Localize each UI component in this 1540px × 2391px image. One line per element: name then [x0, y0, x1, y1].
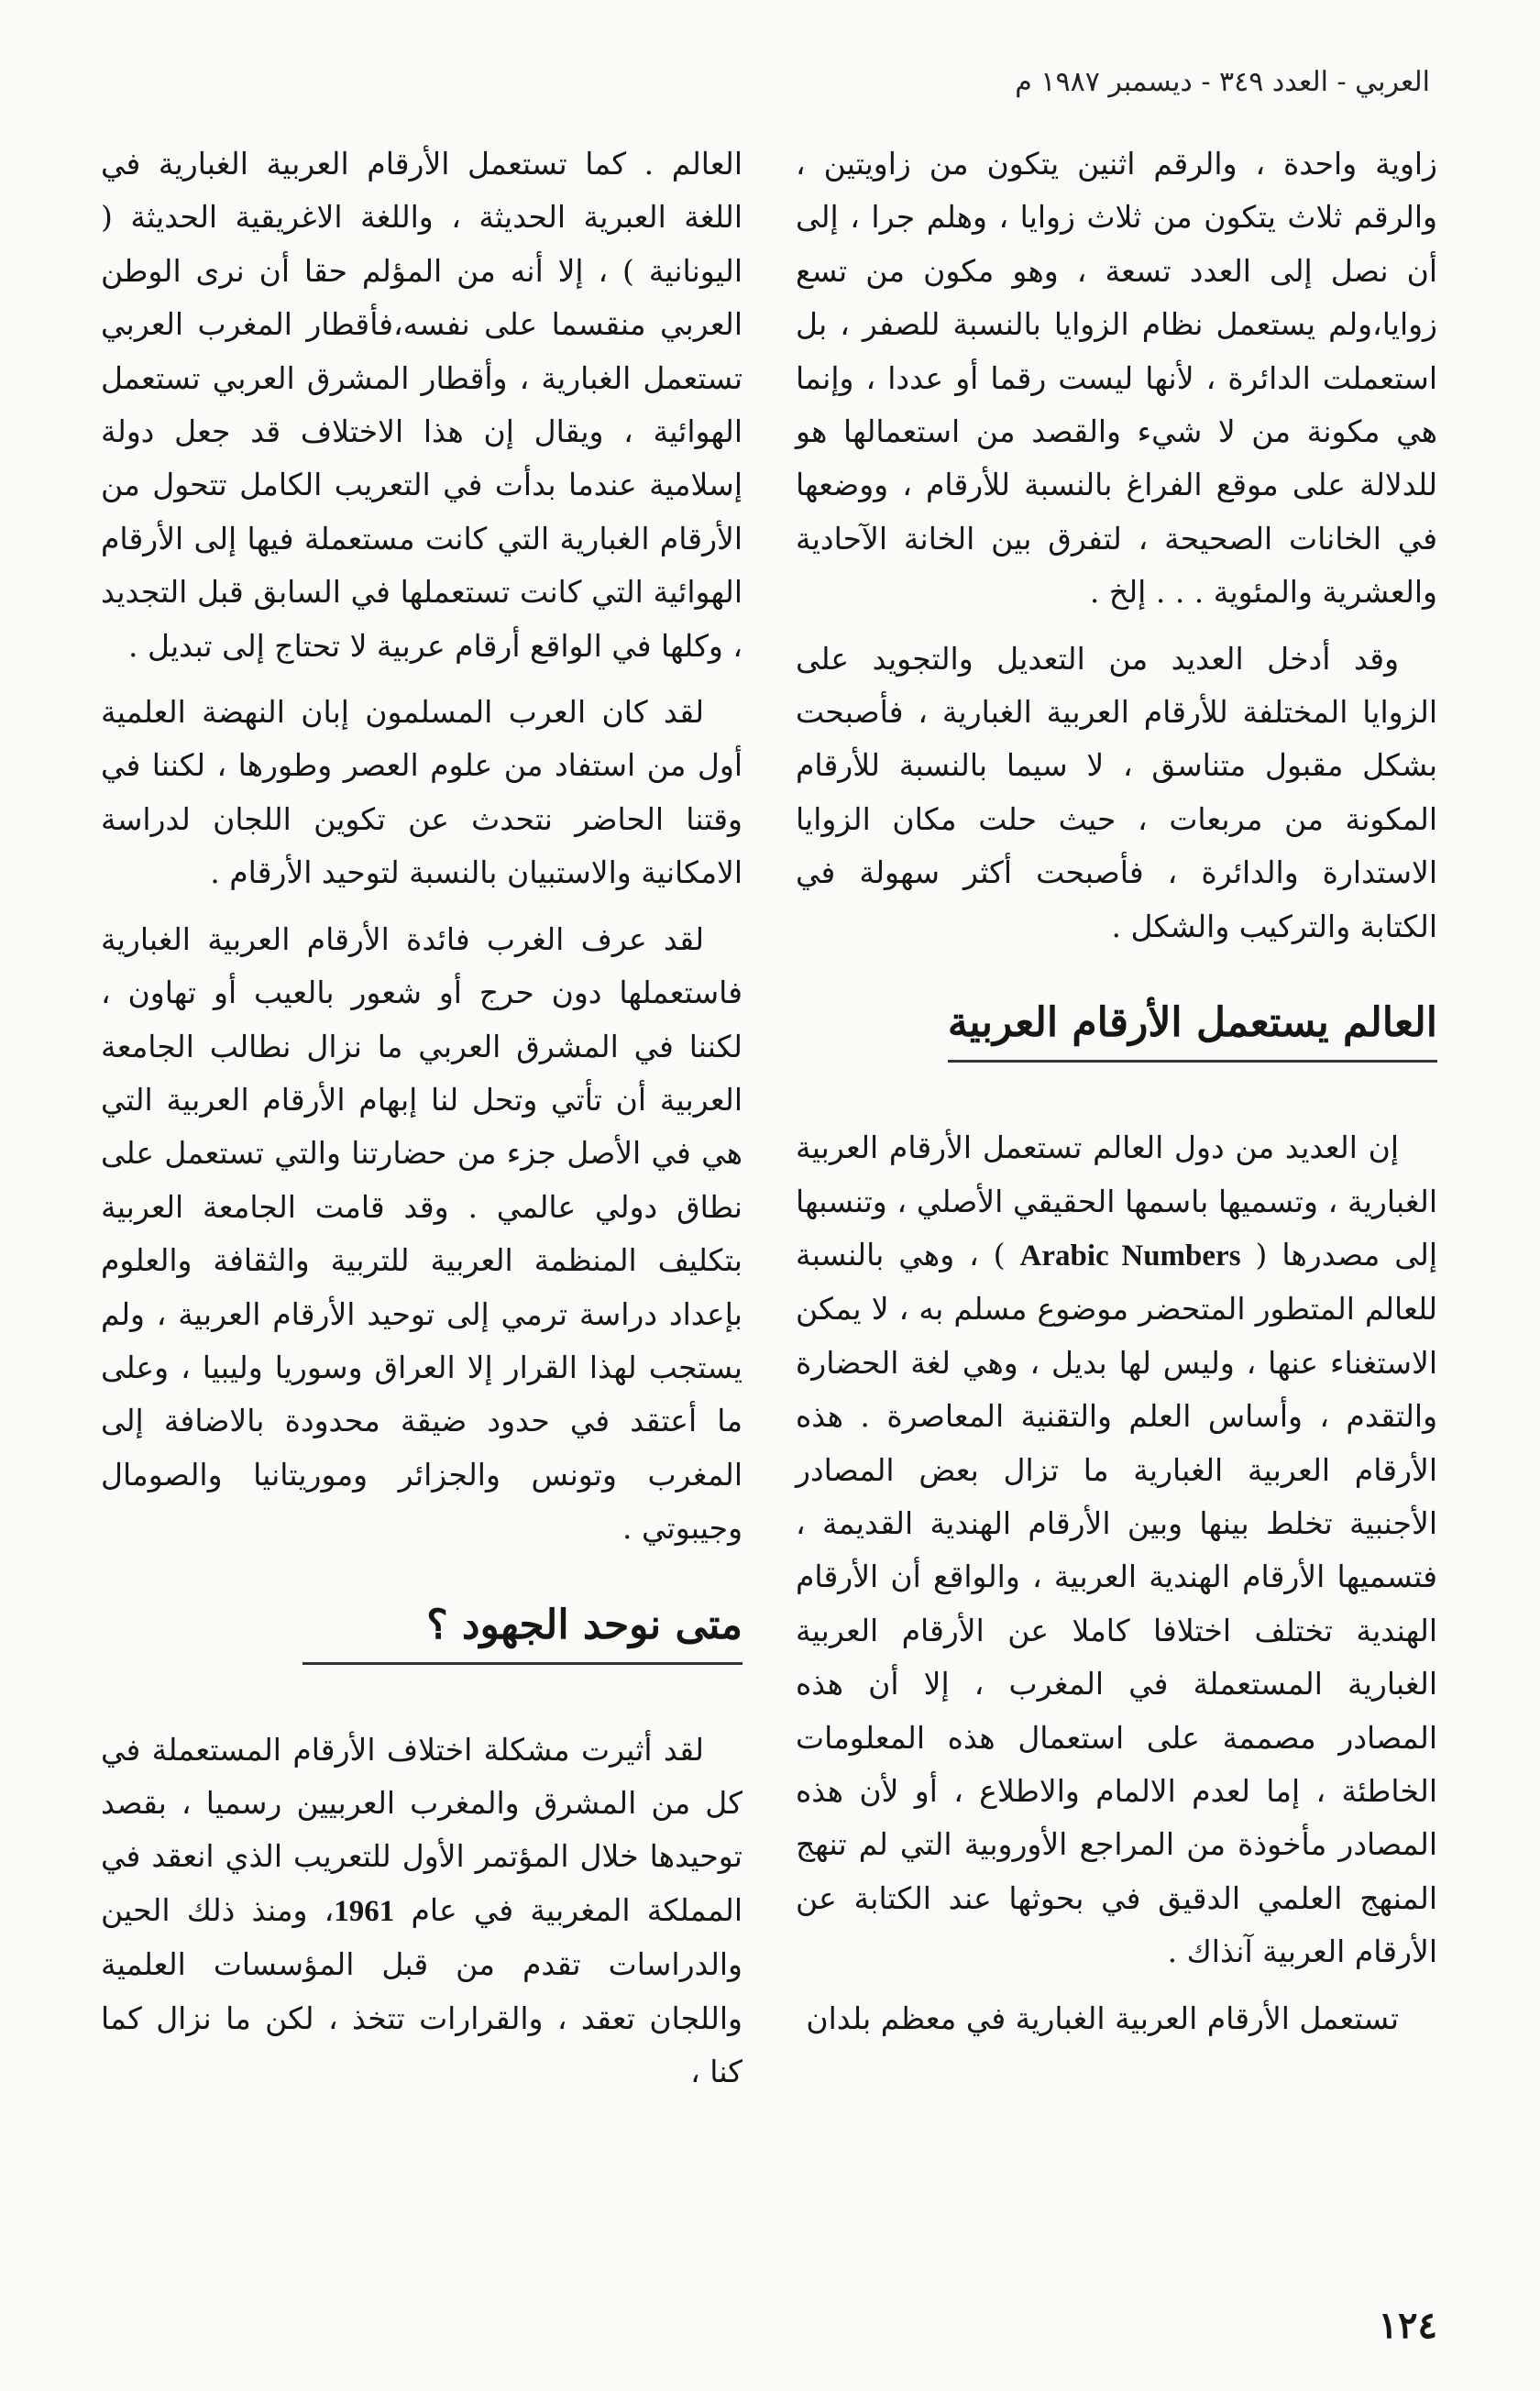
section-heading: متى نوحد الجهود ؟: [302, 1592, 742, 1665]
paragraph: وقد أدخل العديد من التعديل والتجويد على الزوايا المختلفة للأرقام العربية الغبارية ، فأصبحت بشكل مقبول متناسق ، لا سيما بالنسبة للأرقام المكونة من مربعات ، حيث حلت مكان الزوايا الاستدارة والدائرة ، فأصبحت أكثر سهولة في الكتابة والتركيب والشكل .: [796, 640, 1437, 944]
paragraph: تستعمل الأرقام العربية الغبارية في معظم بلدان: [806, 2000, 1399, 2036]
page-number: ١٢٤: [1378, 2304, 1437, 2347]
english-term: Arabic Numbers: [1019, 1239, 1241, 1273]
paragraph: زاوية واحدة ، والرقم اثنين يتكون من زاويتين ، والرقم ثلاث يتكون من ثلاث زوايا ، وهلم جرا ، إلى أن نصل إلى العدد تسعة ، وهو مكون من تسع زوايا،ولم يستعمل نظام الزوايا بالنسبة للصفر ، بل استعملت الدائرة ، لأنها ليست رقما أو عددا ، وإنما هي مكونة من لا شيء والقصد من استعمالها هو للدلالة على موقع الفراغ بالنسبة للأرقام ، ووضعها في الخانات الصحيحة ، لتفرق بين الخانة الآحادية والعشرية والمئوية . . . إلخ .: [796, 146, 1437, 611]
paragraph: لقد عرف الغرب فائدة الأرقام العربية الغبارية فاستعملها دون حرج أو شعور بالعيب أو تهاون ، لكننا في المشرق العربي ما نزال نطالب الجامعة العربية أن تأتي وتحل لنا إبهام الأرقام العربية التي هي في الأصل جزء من حضارتنا والتي تستعمل على نطاق دولي عالمي . وقد قامت الجامعة العربية بتكليف المنظمة العربية للتربية والثقافة والعلوم بإعداد دراسة ترمي إلى توحيد الأرقام العربية ، ولم يستجب لهذا القرار إلا العراق وسوريا وليبيا ، وعلى ما أعتقد في حدود ضيقة محدودة بالاضافة إلى المغرب وتونس والجزائر وموريتانيا والصومال وجيبوتي .: [101, 920, 742, 1547]
paragraph: لقد كان العرب المسلمون إبان النهضة العلمية أول من استفاد من علوم العصر وطورها ، لكننا في وقتنا الحاضر نتحدث عن تكوين اللجان لدراسة الامكانية والاستبيان بالنسبة لتوحيد الأرقام .: [101, 694, 742, 891]
paragraph: العالم . كما تستعمل الأرقام العربية الغبارية في اللغة العبرية الحديثة ، واللغة الاغريقية الحديثة ( اليونانية ) ، إلا أنه من المؤلم حقا أن نرى الوطن العربي منقسما على نفسه،فأقطار المغرب العربي تستعمل الغبارية ، وأقطار المشرق العربي تستعمل الهوائية ، ويقال إن هذا الاختلاف قد جعل دولة إسلامية عندما بدأت في التعريب الكامل تتحول من الأرقام الغبارية التي كانت مستعملة فيها إلى الأرقام الهوائية التي كانت تستعملها في السابق قبل التجديد ، وكلها في الواقع أرقام عربية لا تحتاج إلى تبديل .: [101, 146, 742, 664]
paragraph-text: إن العديد من دول العالم تستعمل الأرقام العربية الغبارية ، وتسميها باسمها الحقيقي الأصلي ، وتنسبها إلى مصدرها (: [796, 1129, 1438, 1273]
year-number: 1961: [334, 1894, 395, 1928]
paragraph: [796, 1121, 1437, 1979]
section-heading: العالم يستعمل الأرقام العربية: [948, 990, 1437, 1063]
paragraph: [101, 1724, 742, 2099]
paragraph-text: لقد أثيرت مشكلة اختلاف الأرقام المستعملة في كل من المشرق والمغرب العربيين رسميا ، بقصد توحيدها خلال المؤتمر الأول للتعريب الذي انعقد في المملكة المغربية في عام: [101, 1731, 742, 1928]
left-column: [101, 138, 742, 2111]
paragraph-text: ) ، وهي بالنسبة للعالم المتطور المتحضر موضوع مسلم به ، لا يمكن الاستغناء عنها ، وليس لها بديل ، وهي لغة الحضارة والتقدم ، وأساس العلم والتقنية المعاصرة . هذه الأرقام العربية الغبارية ما تزال بعض المصادر الأجنبية تخلط بينها وبين الأرقام الهندية القديمة ، فتسميها الأرقام الهندية العربية ، والواقع أن الأرقام الهندية تختلف اختلافا كاملا عن الأرقام العربية الغبارية المستعملة في المغرب ، إلا أن هذه المصادر مصممة على استعمال هذه المعلومات الخاطئة ، إما لعدم الالمام والاطلاع ، أو لأن هذه المصادر مأخوذة من المراجع الأوروبية التي لم تنهج المنهج العلمي الدقيق في بحوثها عند الكتابة عن الأرقام العربية آنذاك .: [796, 1236, 1437, 1970]
right-column: [796, 138, 1437, 2058]
paragraph-text: ، ومنذ ذلك الحين والدراسات تقدم من قبل المؤسسات العلمية واللجان تعقد ، والقرارات تتخذ ، لكن ما نزال كما كنا ،: [101, 1891, 742, 2089]
running-header: العربي - العدد ٣٤٩ - ديسمبر ١٩٨٧ م: [1015, 66, 1430, 98]
